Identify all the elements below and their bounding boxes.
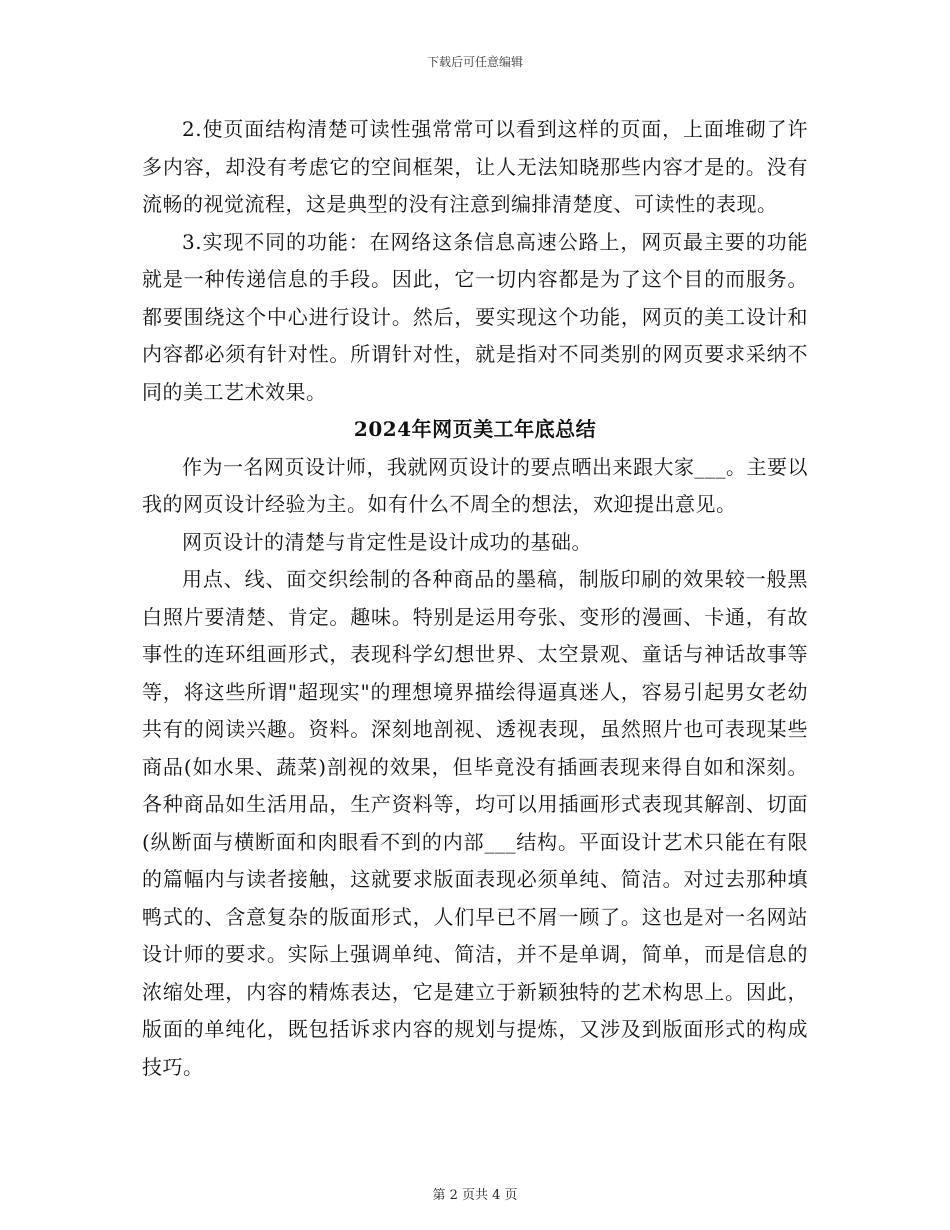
section-title: 2024年网页美工年底总结 xyxy=(353,417,597,441)
paragraph-clarity: 网页设计的清楚与肯定性是设计成功的基础。 xyxy=(182,529,592,554)
document-body xyxy=(142,111,808,1086)
paragraph-illustration: 用点、线、面交织绘制的各种商品的墨稿，制版印刷的效果较一般黑白照片要清楚、肯定。趣味。特别是运用夸张、变形的漫画、卡通，有故事性的连环组画形式，表现科学幻想世界、太空景观、童话与神话故事等等，将这些所谓"超现实"的理想境界描绘得逼真迷人，容易引起男女老幼共有的阅读兴趣。资料。深刻地剖视、透视表现，虽然照片也可表现某些商品(如水果、蔬菜)剖视的效果，但毕竟没有插画表现来得自如和深刻。各种商品如生活用品，生产资料等，均可以用插画形式表现其解剖、切面(纵断面与横断面和肉眼看不到的内部___结构。平面设计艺术只能在有限的篇幅内与读者接触，这就要求版面表现必须单纯、简洁。对过去那种填鸭式的、含意复杂的版面形式，人们早已不屑一顾了。这也是对一名网站设计师的要求。实际上强调单纯、简洁，并不是单调，简单，而是信息的浓缩处理，内容的精炼表达，它是建立于新颖独特的艺术构思上。因此，版面的单纯化，既包括诉求内容的规划与提炼，又涉及到版面形式的构成技巧。 xyxy=(142,567,808,1079)
paragraph-item-2: 2.使页面结构清楚可读性强常常可以看到这样的页面，上面堆砌了许多内容，却没有考虑它的空间框架，让人无法知晓那些内容才是的。没有流畅的视觉流程，这是典型的没有注意到编排清楚度、可读性的表现。 xyxy=(142,117,808,216)
paragraph-intro: 作为一名网页设计师，我就网页设计的要点晒出来跟大家___。主要以我的网页设计经验为主。如有什么不周全的想法，欢迎提出意见。 xyxy=(142,454,808,516)
page-header: 下载后可任意编辑 xyxy=(426,55,523,69)
paragraph-item-3: 3.实现不同的功能：在网络这条信息高速公路上，网页最主要的功能就是一种传递信息的手段。因此，它一切内容都是为了这个目的而服务。都要围绕这个中心进行设计。然后，要实现这个功能，网页的美工设计和内容都必须有针对性。所谓针对性，就是指对不同类别的网页要求采纳不同的美工艺术效果。 xyxy=(142,229,808,404)
page-footer: 第 2 页共 4 页 xyxy=(432,1188,518,1203)
